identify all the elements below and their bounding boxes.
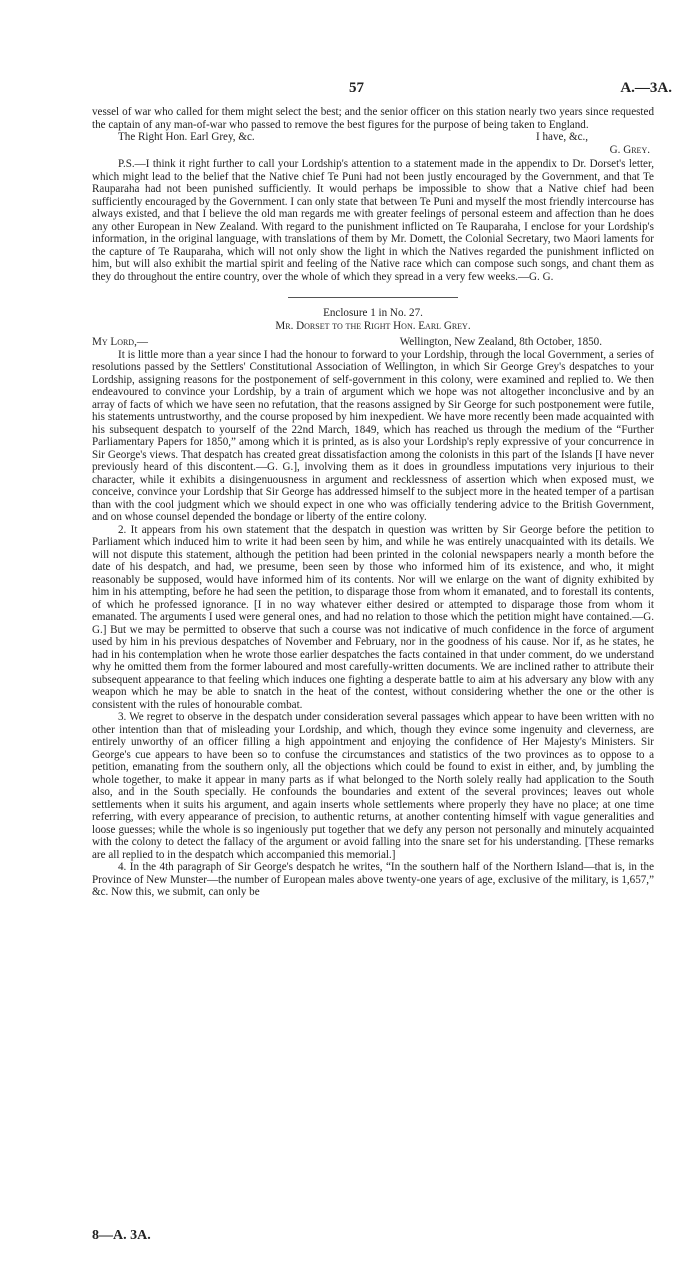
paragraph-3: 3. We regret to observe in the despatch under consideration several passages which appear to have been written with no other intention than that of misleading your Lordship, and which, though they evince some ingenuity and cleverness, are entirely unworthy of an officer filling a high appointment and enjoying the confidence of Her Majesty's Ministers. Sir George's cue appears to have been so to confuse the circumstances and statistics of the two provinces as to oppose to a petition, emanating from the southern only, all the objections which could be found to exist in either, and, by jumbling the whole together, to make it appear in many parts as if what belonged to the North solely really had application to the South also, and in the South specially. He confounds the boundaries and extent of the several provinces; leaves out whole settlements when it suits his argument, and again inserts whole settlements where properly they have no place; at one time referring, with every appearance of precision, to authentic returns, at another contenting himself with vague generalities and loose guesses; while the whole is so ingeniously put together that we defy any person not personally and minutely acquainted with the colony to detect the fallacy of the argument or avoid falling into the snare set for his understanding. [These remarks are all replied to in the despatch which accompanied this memorial.] [92, 711, 654, 861]
letter-salutation: My Lord,— [92, 336, 148, 348]
enclosure-title: Enclosure 1 in No. 27. [323, 307, 423, 319]
session-reference: A.—3A. [620, 80, 672, 96]
place-date: Wellington, New Zealand, 8th October, 1850. [399, 336, 602, 348]
addressee: The Right Hon. Earl Grey, &c. [118, 131, 255, 143]
letter-closing-text: vessel of war who called for them might select the best; and the senior officer on this station nearly two years since requested the captain of any man-of-war who passed to remove the best figures for the purpose of being taken to England. [92, 106, 654, 131]
signature: G. Grey. [609, 143, 650, 156]
signature-mark: 8—A. 3A. [92, 1228, 151, 1243]
paragraph-1: It is little more than a year since I had the honour to forward to your Lordship, through the local Government, a series of resolutions passed by the Settlers' Constitutional Association of Wellington, in which Sir George Grey's despatches to your Lordship, assigning reasons for the postponement of self-government in this colony, were examined and replied to. We then endeavoured to convince your Lordship, by a train of argument which we hope was not altogether inconclusive and by an array of facts of which we have seen no refutation, that the reasons assigned by Sir George for such postponement were futile, his statements untrustworthy, and the course proposed by him inexpedient. We have more recently been made acquainted with his subsequent despatch to yourself of the 22nd March, 1849, which has reached us through the medium of the “Further Parliamentary Papers for 1850,” among which it is printed, as is also your Lordship's reply expressive of your concurrence in Sir George's views. That despatch has created great dissatisfaction among the colonists in this part of the Islands [I have never previously heard of this discontent.—G. G.], involving them as it does in groundless imputations very injurious to their character, while it exhibits a disingenuousness in argument and recklessness of assertion which when exposed must, we conceive, convince your Lordship that Sir George has addressed himself to the subject more in the heated temper of a partisan than with the cool judgment which we should expect in one who was officially tendering advice to the British Government, and on whose counsel depended the bondage or liberty of the entire colony. [92, 348, 654, 523]
paragraph-4: 4. In the 4th paragraph of Sir George's despatch he writes, “In the southern half of the Northern Island—that is, in the Province of New Munster—the number of European males above twenty-one years of age, exclusive of the military, is 1,657,” &c. Now this, we submit, can only be [92, 861, 654, 898]
salutation-row [92, 336, 654, 349]
section-divider [288, 297, 458, 298]
paragraph-2: 2. It appears from his own statement that the despatch in question was written by Sir George before the petition to Parliament which induced him to write it had been seen by him, and while he was entirely unacquainted with its details. We will not dispute this statement, although the petition had been printed in the colonial newspapers nearly a month before the date of his despatch, and had, we presume, been seen by those who informed him of its existence, and who, it might reasonably be supposed, would have informed him of its contents. Nor will we enlarge on the want of dignity exhibited by him in his attempting, before he had seen the petition, to disparage those from whom it emanated, and to forestall its contents, of which he professed ignorance. [I in no way whatever either desired or attempted to disparage those from whom it emanated. The arguments I used were general ones, and had no relation to those which the petition might have contained.—G. G.] But we may be permitted to observe that such a course was not indicative of much confidence in the force of argument used by him in his previous despatches of November and February, nor in the goodness of his cause. Nor if, as he states, he had in his contemplation when he wrote those earlier despatches the facts contained in that under comment, do we understand why he omitted them from the former laboured and most carefully-written documents. We are inclined rather to attribute their subsequent appearance to that feeling which induces one fighting a desperate battle to aim at his adversary any blow with any weapon which he may be able to snatch in the heat of the contest, without considering whether the one or the other is consistent with the rules of honourable combat. [92, 523, 654, 711]
page-header [0, 80, 700, 100]
closing-salutation: I have, &c., [536, 131, 589, 143]
letter-closing-row [92, 131, 654, 144]
enclosure-heading: Mr. Dorset to the Right Hon. Earl Grey. [275, 319, 471, 332]
closing-block [536, 131, 654, 144]
page-body [92, 106, 654, 899]
postscript: P.S.—I think it right further to call your Lordship's attention to a statement made in the appendix to Dr. Dorset's letter, which might lead to the belief that the Native chief Te Puni had not been justly encouraged by the Government, and that Te Rauparaha had not been punished sufficiently. It would perhaps be impossible to show that a Native chief had been sufficiently encouraged by the Government. I can only state that between Te Puni and myself the most friendly intercourse has always existed, and that I believe the old man regards me with greater feelings of personal esteem and affection than he does any other European in New Zealand. With regard to the punishment inflicted on Te Rauparaha, I enclose for your Lordship's information, in the original language, with translations of them by Mr. Domett, the Colonial Secretary, two Maori laments for the capture of Te Rauparaha, which will not only show the light in which the Natives regarded the punishment inflicted on him, but will also exhibit the martial spirit and feeling of the Native race which can compose such songs, and chant them as they do throughout the entire country, over the whole of which they spread in a very few weeks.—G. G. [92, 158, 654, 283]
page-number: 57 [349, 80, 364, 96]
signature-row [92, 144, 654, 157]
